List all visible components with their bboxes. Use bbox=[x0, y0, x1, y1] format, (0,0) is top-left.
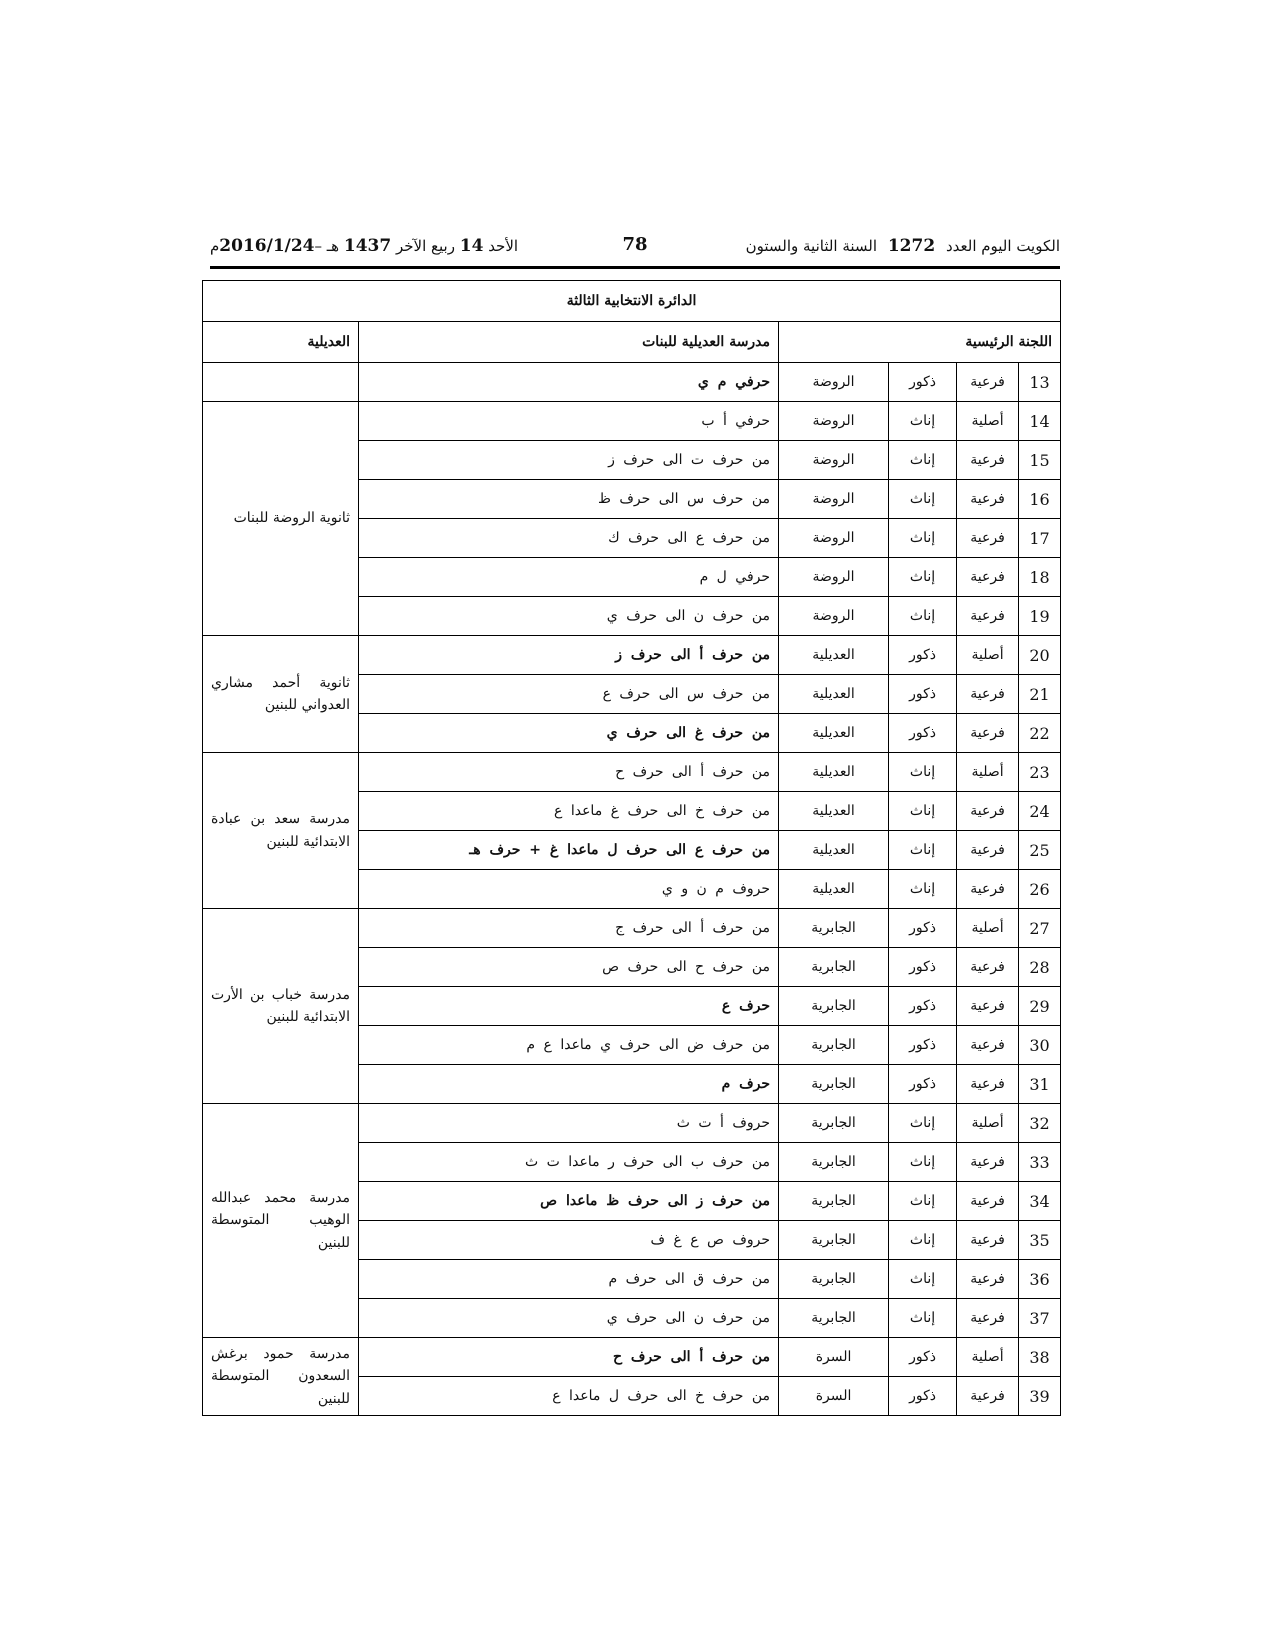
letter-range: حرف م bbox=[359, 1065, 779, 1104]
letter-range: من حرف خ الى حرف غ ماعدا ع bbox=[359, 792, 779, 831]
row-number: 37 bbox=[1019, 1299, 1061, 1338]
voter-gender: إناث bbox=[889, 1260, 957, 1299]
row-number: 34 bbox=[1019, 1182, 1061, 1221]
date-greg-suffix: م bbox=[210, 237, 220, 255]
letter-range: من حرف غ الى حرف ي bbox=[359, 714, 779, 753]
area-name: السرة bbox=[779, 1338, 889, 1377]
row-number: 30 bbox=[1019, 1026, 1061, 1065]
voter-gender: ذكور bbox=[889, 1338, 957, 1377]
row-number: 17 bbox=[1019, 519, 1061, 558]
row-number: 35 bbox=[1019, 1221, 1061, 1260]
area-name: الروضة bbox=[779, 519, 889, 558]
area-name: الجابرية bbox=[779, 1221, 889, 1260]
row-number: 32 bbox=[1019, 1104, 1061, 1143]
area-name: الجابرية bbox=[779, 1299, 889, 1338]
letter-range: من حرف ح الى حرف ص bbox=[359, 948, 779, 987]
row-number: 38 bbox=[1019, 1338, 1061, 1377]
area-name: الجابرية bbox=[779, 1182, 889, 1221]
row-number: 13 bbox=[1019, 363, 1061, 402]
area-name: الروضة bbox=[779, 480, 889, 519]
committee-type: أصلية bbox=[957, 1104, 1019, 1143]
row-number: 23 bbox=[1019, 753, 1061, 792]
letter-range: من حرف ز الى حرف ظ ماعدا ص bbox=[359, 1182, 779, 1221]
area-name: العديلية bbox=[779, 753, 889, 792]
date-day: 14 bbox=[459, 236, 484, 256]
area-name: العديلية bbox=[779, 636, 889, 675]
voter-gender: ذكور bbox=[889, 987, 957, 1026]
area-name: العديلية bbox=[779, 831, 889, 870]
voter-gender: إناث bbox=[889, 597, 957, 636]
voter-gender: إناث bbox=[889, 870, 957, 909]
letter-range: من حرف أ الى حرف ز bbox=[359, 636, 779, 675]
committee-type: فرعية bbox=[957, 597, 1019, 636]
issue-number: 1272 bbox=[887, 236, 936, 256]
letter-range: من حرف ن الى حرف ي bbox=[359, 1299, 779, 1338]
row-number: 24 bbox=[1019, 792, 1061, 831]
letter-range: حرفي م ي bbox=[359, 363, 779, 402]
committee-type: أصلية bbox=[957, 753, 1019, 792]
table-row bbox=[203, 636, 1061, 675]
voter-gender: ذكور bbox=[889, 909, 957, 948]
row-number: 25 bbox=[1019, 831, 1061, 870]
row-number: 14 bbox=[1019, 402, 1061, 441]
row-number: 31 bbox=[1019, 1065, 1061, 1104]
row-number: 22 bbox=[1019, 714, 1061, 753]
letter-range: من حرف خ الى حرف ل ماعدا ع bbox=[359, 1377, 779, 1416]
area-name: الجابرية bbox=[779, 1260, 889, 1299]
area-name: العديلية bbox=[779, 714, 889, 753]
letter-range: من حرف ق الى حرف م bbox=[359, 1260, 779, 1299]
school-name: مدرسة خباب بن الأرت الابتدائية للبنين bbox=[203, 909, 359, 1104]
row-number: 16 bbox=[1019, 480, 1061, 519]
letter-range: من حرف ع الى حرف ل ماعدا غ + حرف هـ bbox=[359, 831, 779, 870]
table-head-row bbox=[203, 322, 1061, 363]
date-hijri-suffix: هـ – bbox=[314, 237, 340, 255]
voter-gender: إناث bbox=[889, 792, 957, 831]
letter-range: من حرف ع الى حرف ك bbox=[359, 519, 779, 558]
area-name: العديلية bbox=[779, 675, 889, 714]
committee-type: فرعية bbox=[957, 519, 1019, 558]
date-hijri-month: ربيع الآخر bbox=[395, 237, 455, 255]
voter-gender: ذكور bbox=[889, 1026, 957, 1065]
letter-range: من حرف س الى حرف ع bbox=[359, 675, 779, 714]
letter-range: حرفي ل م bbox=[359, 558, 779, 597]
area-name: الجابرية bbox=[779, 1065, 889, 1104]
committee-type: فرعية bbox=[957, 714, 1019, 753]
area-name: الروضة bbox=[779, 558, 889, 597]
letter-range: من حرف ض الى حرف ي ماعدا ع م bbox=[359, 1026, 779, 1065]
school-name: ثانوية أحمد مشاري العدواني للبنين bbox=[203, 636, 359, 753]
row-number: 33 bbox=[1019, 1143, 1061, 1182]
letter-range: من حرف ت الى حرف ز bbox=[359, 441, 779, 480]
row-number: 18 bbox=[1019, 558, 1061, 597]
area-name: السرة bbox=[779, 1377, 889, 1416]
letter-range: حروف م ن و ي bbox=[359, 870, 779, 909]
issue-date bbox=[210, 236, 518, 256]
voter-gender: ذكور bbox=[889, 1065, 957, 1104]
area-name: الروضة bbox=[779, 441, 889, 480]
head-committee: اللجنة الرئيسية bbox=[779, 322, 1061, 363]
table-row bbox=[203, 402, 1061, 441]
letter-range: حروف أ ت ث bbox=[359, 1104, 779, 1143]
voter-gender: إناث bbox=[889, 519, 957, 558]
area-name: الجابرية bbox=[779, 1104, 889, 1143]
voter-gender: إناث bbox=[889, 402, 957, 441]
head-school: مدرسة العديلية للبنات bbox=[359, 322, 779, 363]
letter-range: من حرف أ الى حرف ح bbox=[359, 1338, 779, 1377]
committee-type: أصلية bbox=[957, 402, 1019, 441]
row-number: 36 bbox=[1019, 1260, 1061, 1299]
table-row bbox=[203, 753, 1061, 792]
area-name: الجابرية bbox=[779, 1026, 889, 1065]
school-name bbox=[203, 363, 359, 402]
school-name: مدرسة حمود برغش السعدون المتوسطة للبنين bbox=[203, 1338, 359, 1416]
voter-gender: ذكور bbox=[889, 1377, 957, 1416]
committee-type: فرعية bbox=[957, 363, 1019, 402]
area-name: الروضة bbox=[779, 402, 889, 441]
header-rule bbox=[210, 266, 1060, 269]
row-number: 19 bbox=[1019, 597, 1061, 636]
page-number: 78 bbox=[622, 234, 648, 255]
committee-type: فرعية bbox=[957, 948, 1019, 987]
area-name: الجابرية bbox=[779, 987, 889, 1026]
electoral-committees-table bbox=[202, 280, 1061, 1416]
area-name: الروضة bbox=[779, 597, 889, 636]
committee-type: فرعية bbox=[957, 1299, 1019, 1338]
committee-type: فرعية bbox=[957, 441, 1019, 480]
committee-type: أصلية bbox=[957, 1338, 1019, 1377]
table-row bbox=[203, 909, 1061, 948]
committee-type: فرعية bbox=[957, 870, 1019, 909]
row-number: 29 bbox=[1019, 987, 1061, 1026]
school-name: مدرسة محمد عبدالله الوهيب المتوسطة للبنين bbox=[203, 1104, 359, 1338]
head-area: العديلية bbox=[203, 322, 359, 363]
committee-type: فرعية bbox=[957, 1065, 1019, 1104]
voter-gender: إناث bbox=[889, 831, 957, 870]
voter-gender: ذكور bbox=[889, 948, 957, 987]
committee-type: فرعية bbox=[957, 558, 1019, 597]
voter-gender: إناث bbox=[889, 1221, 957, 1260]
committee-type: فرعية bbox=[957, 1221, 1019, 1260]
voter-gender: ذكور bbox=[889, 363, 957, 402]
voter-gender: إناث bbox=[889, 480, 957, 519]
voter-gender: ذكور bbox=[889, 675, 957, 714]
letter-range: من حرف ن الى حرف ي bbox=[359, 597, 779, 636]
committee-type: فرعية bbox=[957, 987, 1019, 1026]
letter-range: حروف ص ع غ ف bbox=[359, 1221, 779, 1260]
area-name: الجابرية bbox=[779, 948, 889, 987]
area-name: الجابرية bbox=[779, 909, 889, 948]
date-hijri-year: 1437 bbox=[343, 236, 392, 256]
voter-gender: إناث bbox=[889, 1182, 957, 1221]
committee-type: فرعية bbox=[957, 675, 1019, 714]
committee-type: أصلية bbox=[957, 636, 1019, 675]
table-row bbox=[203, 1338, 1061, 1377]
committee-type: فرعية bbox=[957, 480, 1019, 519]
voter-gender: إناث bbox=[889, 1104, 957, 1143]
letter-range: من حرف أ الى حرف ج bbox=[359, 909, 779, 948]
committee-type: فرعية bbox=[957, 1026, 1019, 1065]
row-number: 15 bbox=[1019, 441, 1061, 480]
table-title-row bbox=[203, 281, 1061, 322]
letter-range: حرفي أ ب bbox=[359, 402, 779, 441]
row-number: 26 bbox=[1019, 870, 1061, 909]
school-name: مدرسة سعد بن عبادة الابتدائية للبنين bbox=[203, 753, 359, 909]
date-day-name: الأحد bbox=[488, 237, 519, 255]
voter-gender: ذكور bbox=[889, 636, 957, 675]
voter-gender: إناث bbox=[889, 558, 957, 597]
voter-gender: إناث bbox=[889, 1143, 957, 1182]
voter-gender: ذكور bbox=[889, 714, 957, 753]
year-label: السنة الثانية والستون bbox=[745, 237, 878, 255]
committee-type: فرعية bbox=[957, 792, 1019, 831]
row-number: 28 bbox=[1019, 948, 1061, 987]
row-number: 21 bbox=[1019, 675, 1061, 714]
committee-type: فرعية bbox=[957, 1260, 1019, 1299]
committee-type: أصلية bbox=[957, 909, 1019, 948]
table-row bbox=[203, 363, 1061, 402]
publication-name: الكويت اليوم العدد bbox=[945, 237, 1060, 255]
area-name: الجابرية bbox=[779, 1143, 889, 1182]
committee-type: فرعية bbox=[957, 1182, 1019, 1221]
row-number: 20 bbox=[1019, 636, 1061, 675]
letter-range: حرف ع bbox=[359, 987, 779, 1026]
row-number: 39 bbox=[1019, 1377, 1061, 1416]
committee-type: فرعية bbox=[957, 1377, 1019, 1416]
committee-type: فرعية bbox=[957, 831, 1019, 870]
page-header bbox=[210, 236, 1060, 266]
voter-gender: إناث bbox=[889, 753, 957, 792]
voter-gender: إناث bbox=[889, 1299, 957, 1338]
area-name: العديلية bbox=[779, 870, 889, 909]
table-row bbox=[203, 1104, 1061, 1143]
row-number: 27 bbox=[1019, 909, 1061, 948]
table-title: الدائرة الانتخابية الثالثة bbox=[203, 281, 1061, 322]
date-gregorian: 2016/1/24 bbox=[219, 236, 315, 256]
voter-gender: إناث bbox=[889, 441, 957, 480]
area-name: الروضة bbox=[779, 363, 889, 402]
school-name: ثانوية الروضة للبنات bbox=[203, 402, 359, 636]
area-name: العديلية bbox=[779, 792, 889, 831]
letter-range: من حرف أ الى حرف ح bbox=[359, 753, 779, 792]
letter-range: من حرف ب الى حرف ر ماعدا ت ث bbox=[359, 1143, 779, 1182]
letter-range: من حرف س الى حرف ظ bbox=[359, 480, 779, 519]
committee-type: فرعية bbox=[957, 1143, 1019, 1182]
